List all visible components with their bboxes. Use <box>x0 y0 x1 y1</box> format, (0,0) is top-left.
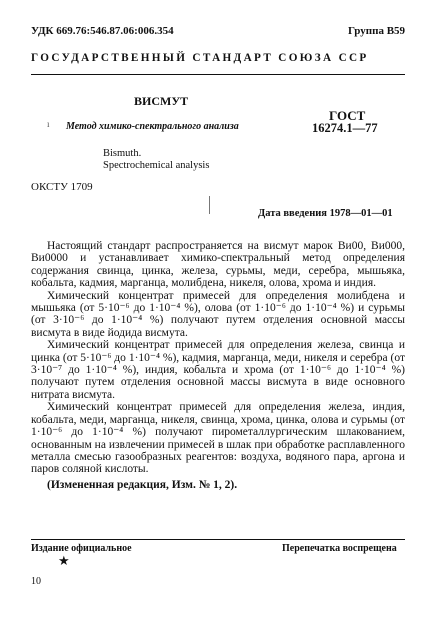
effective-date: Дата введения 1978—01—01 <box>258 208 393 219</box>
paragraph-slag-method: Химический концентрат примесей для определения железа, индия, кобальта, меди, марганца, никеля, свинца, хрома, цинка, олова и сурьмы (от 1·10⁻⁶ до 1·10⁻⁴ %) получают пирометаллургическим шлакованием, основанным на извлечении примесей в шлак при обработке расплавленного металла смесью газообразных реагентов: воздуха, водяного пара, аргона и паров соляной кислоты. <box>31 401 405 476</box>
gost-number: 16274.1—77 <box>312 121 378 135</box>
english-subtitle: Spectrochemical analysis <box>103 160 210 171</box>
paragraph-scope: Настоящий стандарт распространяется на висмут марок Ви00, Ви000, Ви0000 и устанавливает химико-спектральный метод определения содержания свинца, цинка, железа, сурьмы, меди, серебра, мышьяка, кобальта, кадмия, марганца, молибдена, никеля, олова, хрома и индия. <box>31 240 405 290</box>
method-subtitle: Метод химико-спектрального анализа <box>66 121 239 132</box>
amendment-note: (Измененная редакция, Изм. № 1, 2). <box>47 478 238 491</box>
group-code: Группа В59 <box>348 25 406 37</box>
gost-label: ГОСТ <box>329 108 366 123</box>
udk-code: УДК 669.76:546.87.06:006.354 <box>31 25 174 37</box>
margin-mark: ı <box>47 119 50 129</box>
standard-banner: ГОСУДАРСТВЕННЫЙ СТАНДАРТ СОЮЗА ССР <box>31 52 369 64</box>
vertical-dash <box>209 196 210 214</box>
official-edition: Издание официальное <box>31 543 132 554</box>
header-rule <box>31 74 405 75</box>
paragraph-nitrate-method: Химический концентрат примесей для определения железа, свинца и цинка (от 5·10⁻⁶ до 1·10⁻⁴ %), кадмия, марганца, меди, никеля и серебра (от 3·10⁻⁷ до 1·10⁻⁴ %), индия, кобальта и хрома (от 1·10⁻⁶ до 1·10⁻⁴ %) получают путем отделения основной массы висмута в виде основного нитрата висмута. <box>31 339 405 401</box>
english-title: Bismuth. <box>103 148 142 159</box>
okstu-code: ОКСТУ 1709 <box>31 181 93 193</box>
paragraph-iodide-method: Химический концентрат примесей для определения молибдена и мышьяка (от 5·10⁻⁶ до 1·10⁻⁴ %), олова (от 1·10⁻⁶ до 1·10⁻⁴ %) и сурьмы (от 3·10⁻⁶ до 1·10⁻⁴ %) получают путем отделения основной массы висмута в виде йодида висмута. <box>31 289 405 339</box>
reprint-prohibited: Перепечатка воспрещена <box>282 543 397 554</box>
star-icon: ★ <box>58 553 70 568</box>
footer-rule <box>31 539 405 540</box>
page-number: 10 <box>31 576 41 587</box>
body-text <box>31 240 405 491</box>
document-title: ВИСМУТ <box>134 94 189 108</box>
